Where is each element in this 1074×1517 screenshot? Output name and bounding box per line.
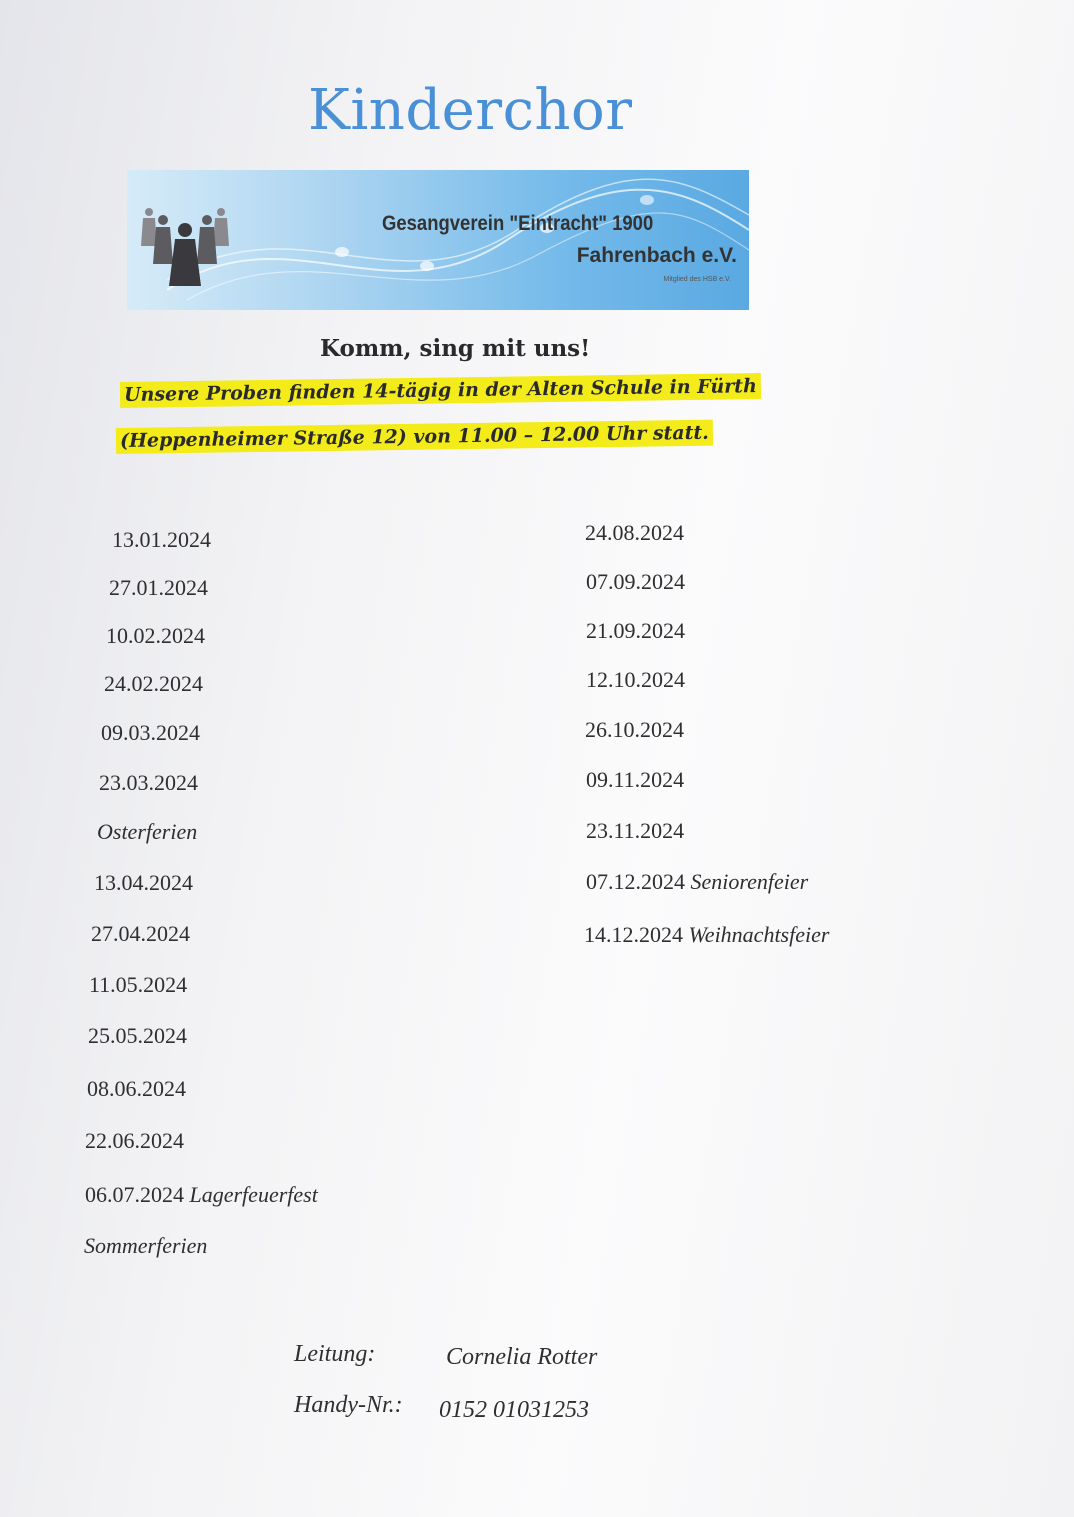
- event-item: 14.12.2024 Weihnachtsfeier: [584, 922, 830, 947]
- date-item: 07.09.2024: [586, 569, 685, 594]
- info-line-2: (Heppenheimer Straße 12) von 11.00 – 12.00 Uhr statt.: [116, 420, 713, 454]
- club-banner: [127, 170, 749, 310]
- holiday-item: Osterferien: [97, 819, 198, 844]
- page-title: Kinderchor: [308, 78, 633, 143]
- holiday-item: Sommerferien: [84, 1233, 208, 1258]
- date-item: 09.11.2024: [586, 767, 685, 792]
- date-item: 09.03.2024: [101, 720, 200, 745]
- leitung-name: Cornelia Rotter: [446, 1344, 598, 1370]
- date-item: 27.04.2024: [91, 921, 190, 946]
- date-item: 11.05.2024: [89, 972, 188, 997]
- date-item: 08.06.2024: [87, 1076, 186, 1101]
- club-name: Gesangverein "Eintracht" 1900: [382, 212, 654, 235]
- date-item: 13.04.2024: [94, 870, 193, 895]
- event-item: 07.12.2024 Seniorenfeier: [586, 869, 809, 894]
- date-item: 23.11.2024: [586, 818, 685, 843]
- date-item: 12.10.2024: [586, 667, 685, 692]
- club-location: Fahrenbach e.V.: [576, 244, 737, 267]
- date-item: 13.01.2024: [112, 527, 211, 552]
- date-item: 26.10.2024: [585, 717, 684, 742]
- date-item: 21.09.2024: [586, 618, 685, 643]
- date-item: 23.03.2024: [99, 770, 198, 795]
- date-item: 24.08.2024: [585, 520, 684, 545]
- date-item: 25.05.2024: [88, 1023, 187, 1048]
- date-item: 22.06.2024: [85, 1128, 184, 1153]
- phone-number[interactable]: 0152 01031253: [439, 1397, 589, 1423]
- event-item: 06.07.2024 Lagerfeuerfest: [85, 1182, 318, 1207]
- slogan: Komm, sing mit uns!: [320, 335, 591, 362]
- info-line-1: Unsere Proben finden 14-tägig in der Alten Schule in Fürth: [120, 373, 761, 408]
- date-item: 27.01.2024: [109, 575, 208, 600]
- membership-note: Mitglied des HSB e.V.: [663, 276, 731, 283]
- date-item: 24.02.2024: [104, 671, 203, 696]
- phone-label: Handy-Nr.:: [294, 1392, 403, 1418]
- date-item: 10.02.2024: [106, 623, 205, 648]
- leitung-label: Leitung:: [294, 1341, 376, 1367]
- choir-logo-icon: [135, 206, 235, 292]
